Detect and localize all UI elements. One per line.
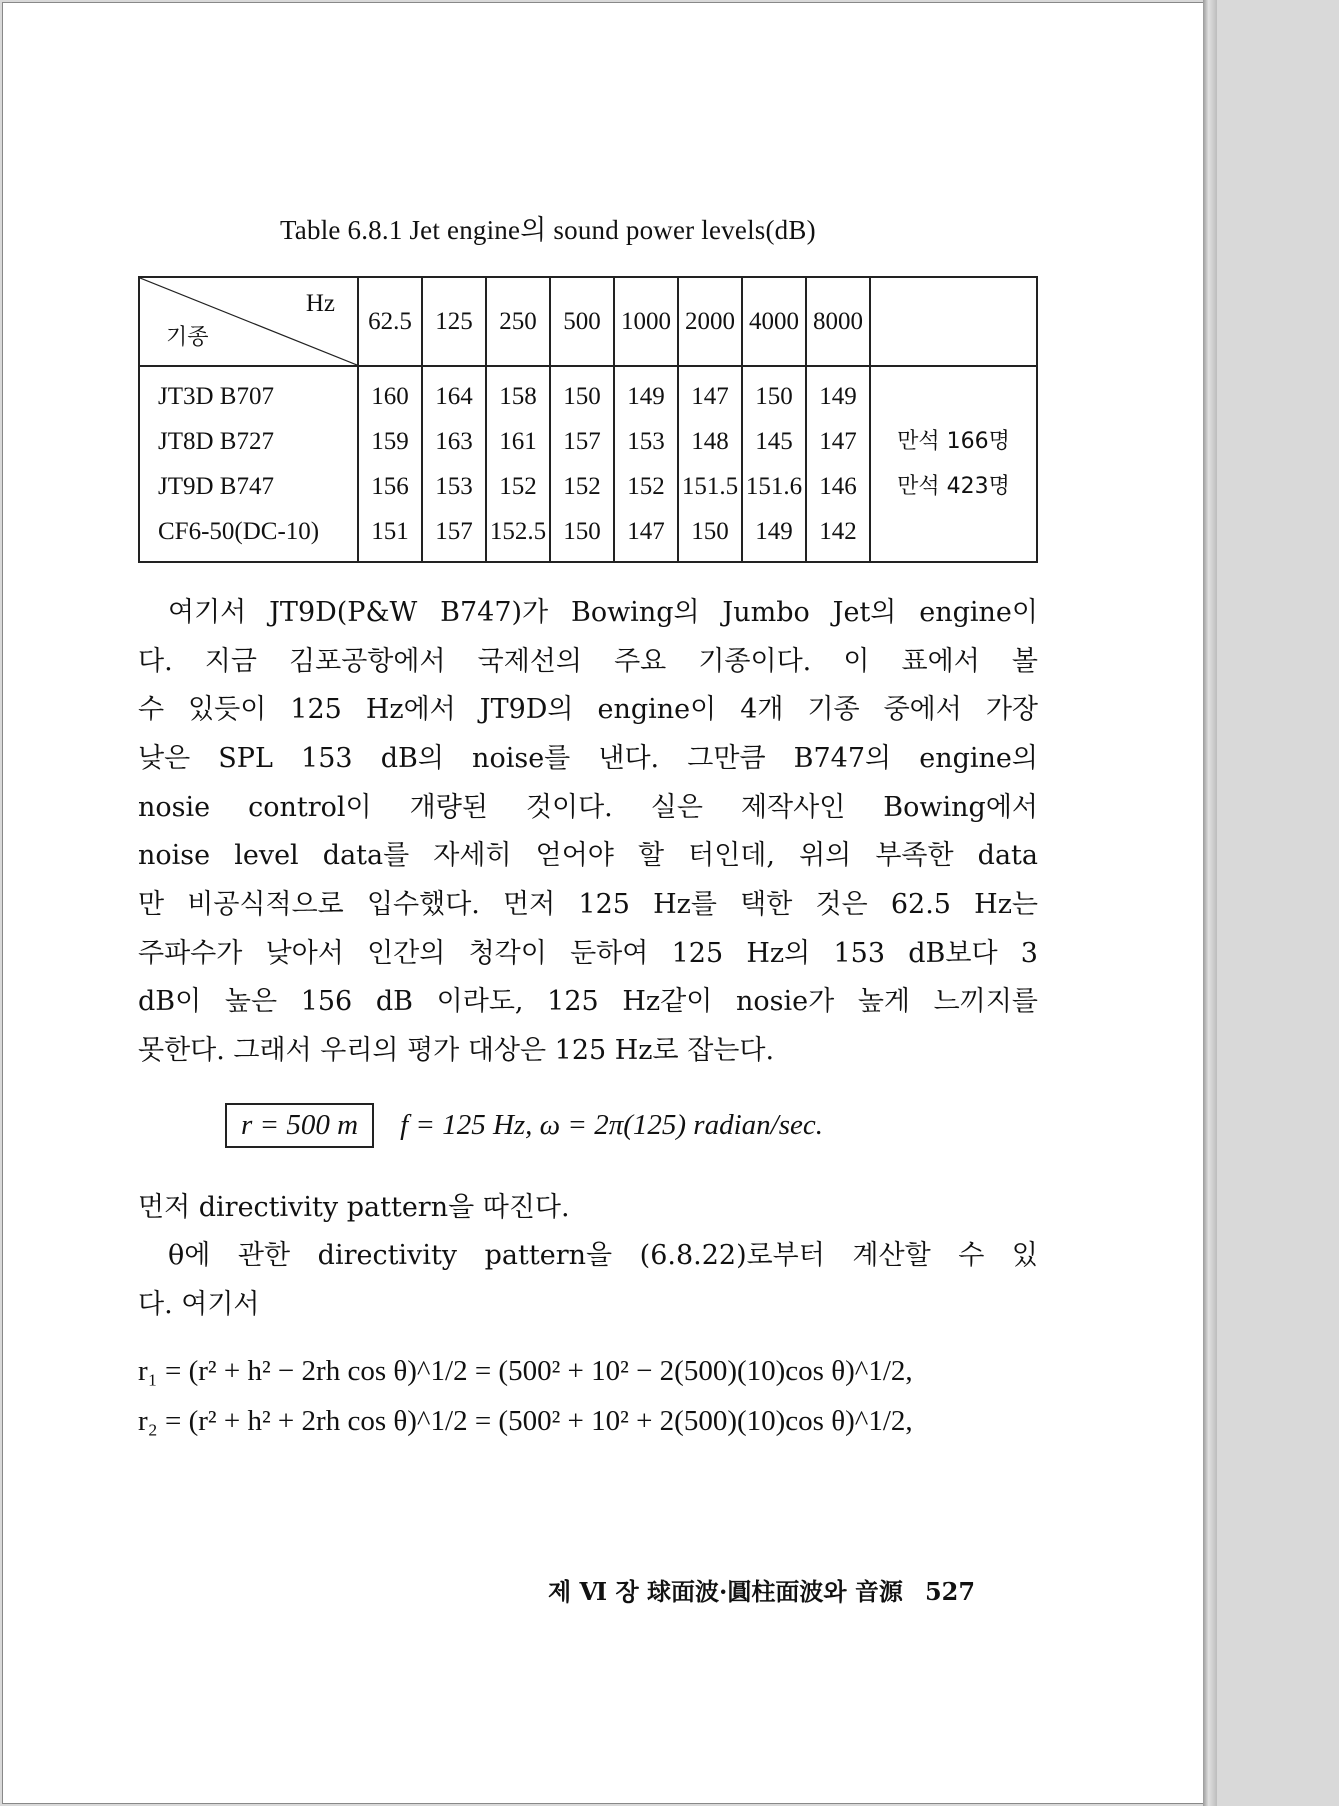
table-cell: 146 bbox=[819, 473, 857, 500]
corner-hz-label: Hz bbox=[305, 290, 335, 317]
freq-header: 500 bbox=[550, 277, 614, 366]
freq-column bbox=[806, 366, 870, 562]
page-footer bbox=[548, 1572, 975, 1607]
table-cell: 163 bbox=[435, 428, 473, 455]
table-cell: 147 bbox=[627, 518, 665, 545]
table-cell: 160 bbox=[371, 383, 409, 410]
equation-r2: r₂ = (r² + h² + 2rh cos θ)^1/2 = (500² + 10² + 2(500)(10)cos θ)^1/2, bbox=[138, 1405, 913, 1437]
table-cell: 147 bbox=[691, 383, 729, 410]
paragraph-2: 먼저 directivity pattern을 따진다. bbox=[138, 1192, 570, 1223]
freq-header: 250 bbox=[486, 277, 550, 366]
table-cell: 149 bbox=[627, 383, 665, 410]
table-cell: 152 bbox=[627, 473, 665, 500]
freq-header: 62.5 bbox=[358, 277, 422, 366]
note-column bbox=[870, 366, 1037, 562]
text-line: 다. 지금 김포공항에서 국제선의 주요 기종이다. 이 표에서 볼 bbox=[138, 646, 1038, 677]
freq-header: 1000 bbox=[614, 277, 678, 366]
table-cell: 151.5 bbox=[681, 473, 739, 500]
table-body-row bbox=[139, 366, 1037, 562]
freq-column bbox=[678, 366, 742, 562]
seat-note: 만석 423명 bbox=[897, 474, 1010, 499]
engine-name: JT8D B727 bbox=[158, 428, 274, 455]
engine-name: CF6-50(DC-10) bbox=[158, 518, 320, 545]
seat-note: 만석 166명 bbox=[897, 429, 1010, 454]
table-cell: 151.6 bbox=[745, 473, 803, 500]
table-cell: 149 bbox=[755, 518, 793, 545]
note-header bbox=[870, 277, 1037, 366]
table-cell: 150 bbox=[563, 518, 601, 545]
text-line: 여기서 JT9D(P&W B747)가 Bowing의 Jumbo Jet의 engine이 bbox=[168, 597, 1038, 628]
seat-note bbox=[871, 374, 1036, 419]
text-line: 다. 여기서 bbox=[138, 1289, 260, 1320]
freq-column bbox=[422, 366, 486, 562]
freq-column bbox=[486, 366, 550, 562]
boxed-radius: r = 500 m bbox=[225, 1103, 374, 1148]
text-line: 수 있듯이 125 Hz에서 JT9D의 engine이 4개 기종 중에서 가장 bbox=[138, 694, 1038, 725]
table-cell: 150 bbox=[755, 383, 793, 410]
freq-header: 4000 bbox=[742, 277, 806, 366]
table-cell: 156 bbox=[371, 473, 409, 500]
freq-header: 125 bbox=[422, 277, 486, 366]
table-cell: 153 bbox=[627, 428, 665, 455]
text-line: 못한다. 그래서 우리의 평가 대상은 125 Hz로 잡는다. bbox=[138, 1035, 775, 1066]
table-cell: 159 bbox=[371, 428, 409, 455]
table-cell: 157 bbox=[563, 428, 601, 455]
text-line: 낮은 SPL 153 dB의 noise를 낸다. 그만큼 B747의 engine의 bbox=[138, 743, 1038, 774]
text-line: 주파수가 낮아서 인간의 청각이 둔하여 125 Hz의 153 dB보다 3 bbox=[138, 938, 1038, 969]
engine-name: JT9D B747 bbox=[158, 473, 274, 500]
text-line: 만 비공식적으로 입수했다. 먼저 125 Hz를 택한 것은 62.5 Hz는 bbox=[138, 889, 1038, 920]
engine-column bbox=[139, 366, 358, 562]
parameter-formula bbox=[225, 1103, 823, 1148]
freq-header: 2000 bbox=[678, 277, 742, 366]
engine-name: JT3D B707 bbox=[158, 383, 274, 410]
table-header-row bbox=[139, 277, 1037, 366]
equation-r1: r₁ = (r² + h² − 2rh cos θ)^1/2 = (500² + 10² − 2(500)(10)cos θ)^1/2, bbox=[138, 1355, 913, 1387]
sound-power-table bbox=[138, 276, 1038, 563]
corner-type-label: 기종 bbox=[166, 325, 209, 350]
table-cell: 152 bbox=[563, 473, 601, 500]
table-cell: 153 bbox=[435, 473, 473, 500]
table-cell: 147 bbox=[819, 428, 857, 455]
table-cell: 152.5 bbox=[489, 518, 547, 545]
chapter-title: 제 Ⅵ 장 球面波·圓柱面波와 音源 bbox=[548, 1577, 903, 1606]
table-cell: 149 bbox=[819, 383, 857, 410]
table-cell: 152 bbox=[499, 473, 537, 500]
table-cell: 151 bbox=[371, 518, 409, 545]
text-line: dB이 높은 156 dB 이라도, 125 Hz같이 nosie가 높게 느끼지를 bbox=[138, 986, 1038, 1017]
table-cell: 161 bbox=[499, 428, 537, 455]
table-cell: 150 bbox=[691, 518, 729, 545]
table-cell: 164 bbox=[435, 383, 473, 410]
text-line: θ에 관한 directivity pattern을 (6.8.22)로부터 계산할 수 있 bbox=[168, 1240, 1038, 1271]
freq-column bbox=[742, 366, 806, 562]
freq-column bbox=[614, 366, 678, 562]
freq-column bbox=[358, 366, 422, 562]
text-line: nosie control이 개량된 것이다. 실은 제작사인 Bowing에서 bbox=[138, 792, 1038, 823]
corner-header-cell bbox=[139, 277, 358, 366]
table-caption: Table 6.8.1 Jet engine의 sound power levels(dB) bbox=[280, 215, 816, 245]
seat-note bbox=[871, 509, 1036, 554]
table-cell: 142 bbox=[819, 518, 857, 545]
table-cell: 158 bbox=[499, 383, 537, 410]
freq-header: 8000 bbox=[806, 277, 870, 366]
page-edge bbox=[1203, 0, 1217, 1806]
table-cell: 145 bbox=[755, 428, 793, 455]
table-cell: 157 bbox=[435, 518, 473, 545]
page-number: 527 bbox=[924, 1577, 976, 1606]
frequency-formula: f = 125 Hz, ω = 2π(125) radian/sec. bbox=[400, 1109, 823, 1141]
text-line: noise level data를 자세히 얻어야 할 터인데, 위의 부족한 data bbox=[138, 840, 1038, 871]
table-cell: 150 bbox=[563, 383, 601, 410]
table-cell: 148 bbox=[691, 428, 729, 455]
freq-column bbox=[550, 366, 614, 562]
